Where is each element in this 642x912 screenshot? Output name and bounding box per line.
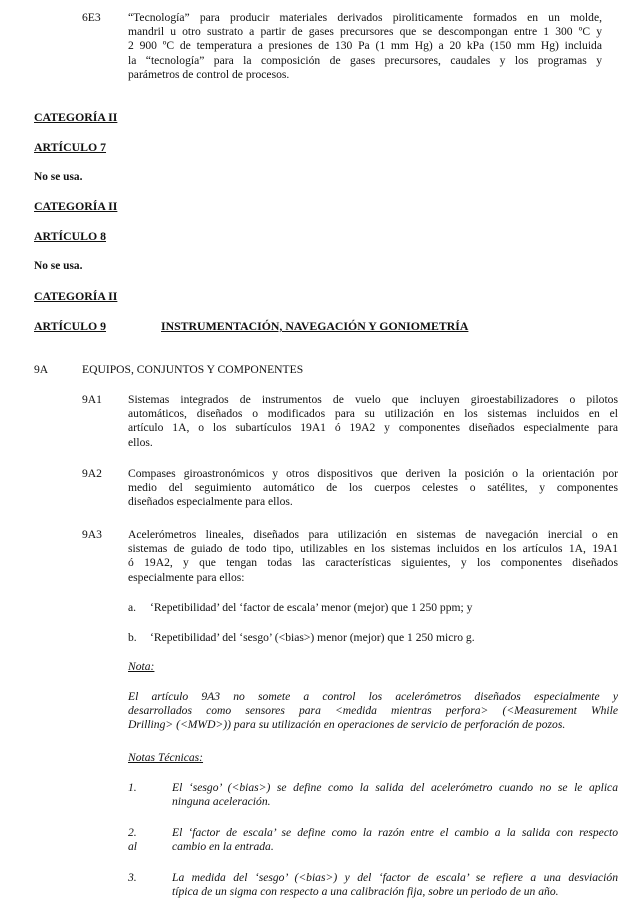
text-line: 2 900 ºC de temperatura a presiones de 130 Pa (1 mm Hg) a 20 kPa (150 mm Hg) incluida — [128, 39, 602, 53]
technical-note-number: 1. — [128, 781, 137, 794]
technical-note-text — [172, 826, 618, 854]
item-text-9a1 — [128, 393, 618, 450]
text-line: Compases giroastronómicos y otros dispositivos que deriven la posición o la orientación por — [128, 467, 618, 480]
article-heading: ARTÍCULO 9 — [34, 319, 107, 333]
text-line: cambio en la entrada. — [172, 840, 274, 854]
text-line: típica de un sigma con respecto a una calibración fija, sobre un periodo de un año. — [172, 885, 559, 899]
technical-note-text — [172, 871, 618, 899]
subitem-letter: a. — [128, 601, 137, 614]
note-label: Nota: — [128, 660, 155, 673]
note-text — [128, 690, 618, 733]
item-code-9a2: 9A2 — [82, 467, 102, 480]
category-heading: CATEGORÍA II — [34, 289, 118, 303]
article-title: INSTRUMENTACIÓN, NAVEGACIÓN Y GONIOMETRÍA — [161, 319, 469, 333]
item-code-9a3: 9A3 — [82, 528, 102, 541]
technical-note-overflow-word: al — [128, 840, 138, 853]
text-line: La medida del ‘sesgo’ (<bias>) y del ‘factor de escala’ se refiere a una desviación — [172, 871, 618, 884]
text-line: automáticos, diseñados o modificados para su utilización en los sistemas incluidos en el — [128, 407, 618, 421]
technical-note-number: 2. — [128, 826, 137, 839]
text-line: artículo 1A, o los subartículos 19A1 ó 19A2 y componentes diseñados especialmente para — [128, 421, 618, 435]
technical-note-number: 3. — [128, 871, 137, 884]
text-line: desarrollados como sensores para <medida mientras perfora> (<Measurement While — [128, 704, 618, 718]
text-line: diseñados especialmente para ellos. — [128, 495, 293, 509]
technical-note-text — [172, 781, 618, 809]
item-text-9a3 — [128, 528, 618, 585]
text-line: ó 19A2, y que tengan todas las características siguientes, y los componentes diseñados — [128, 556, 618, 570]
text-line: parámetros de control de procesos. — [128, 67, 290, 81]
subitem-text: ‘Repetibilidad’ del ‘sesgo’ (<bias>) menor (mejor) que 1 250 micro g. — [150, 631, 475, 644]
item-code-9a1: 9A1 — [82, 393, 102, 406]
article-heading: ARTÍCULO 7 — [34, 140, 107, 154]
text-line: sistemas de guiado de todo tipo, utilizables en los sistemas incluidos en los artículos 1A, 19A1 — [128, 542, 618, 556]
not-used-text: No se usa. — [34, 260, 83, 272]
text-line: El artículo 9A3 no somete a control los acelerómetros diseñados especialmente y — [128, 690, 618, 703]
section-title: EQUIPOS, CONJUNTOS Y COMPONENTES — [82, 363, 304, 376]
text-line: ninguna aceleración. — [172, 795, 271, 809]
text-line: Drilling> (<MWD>)) para su utilización en operaciones de servicio de perforación de pozos. — [128, 718, 566, 732]
article-heading: ARTÍCULO 8 — [34, 229, 107, 243]
technical-notes-label: Notas Técnicas: — [128, 751, 204, 764]
text-line: la “tecnología” para la composición de gases precursores, caudales y los programas y — [128, 53, 602, 67]
text-line: “Tecnología” para producir materiales derivados piroliticamente formados en un molde, — [128, 11, 602, 24]
text-line: ellos. — [128, 435, 153, 449]
text-line: El ‘sesgo’ (<bias>) se define como la salida del acelerómetro cuando no se le aplica — [172, 781, 618, 794]
item-text-6e3 — [128, 11, 602, 82]
category-heading: CATEGORÍA II — [34, 199, 118, 213]
text-line: Sistemas integrados de instrumentos de vuelo que incluyen giroestabilizadores o pilotos — [128, 393, 618, 406]
not-used-text: No se usa. — [34, 171, 83, 183]
subitem-letter: b. — [128, 631, 137, 644]
item-code-6e3: 6E3 — [82, 11, 101, 24]
subitem-text: ‘Repetibilidad’ del ‘factor de escala’ menor (mejor) que 1 250 ppm; y — [150, 601, 473, 614]
text-line: El ‘factor de escala’ se define como la razón entre el cambio a la salida con respecto — [172, 826, 618, 839]
section-code: 9A — [34, 363, 49, 376]
text-line: especialmente para ellos: — [128, 570, 245, 584]
text-line: medio del seguimiento automático de los cuerpos celestes o satélites, y componentes — [128, 481, 618, 495]
item-text-9a2 — [128, 467, 618, 510]
text-line: Acelerómetros lineales, diseñados para utilización en sistemas de navegación inercial o en — [128, 528, 618, 541]
text-line: mandril u otro sustrato a partir de gases precursores que se descompongan entre 1 300 ºC y — [128, 25, 602, 39]
category-heading: CATEGORÍA II — [34, 110, 118, 124]
